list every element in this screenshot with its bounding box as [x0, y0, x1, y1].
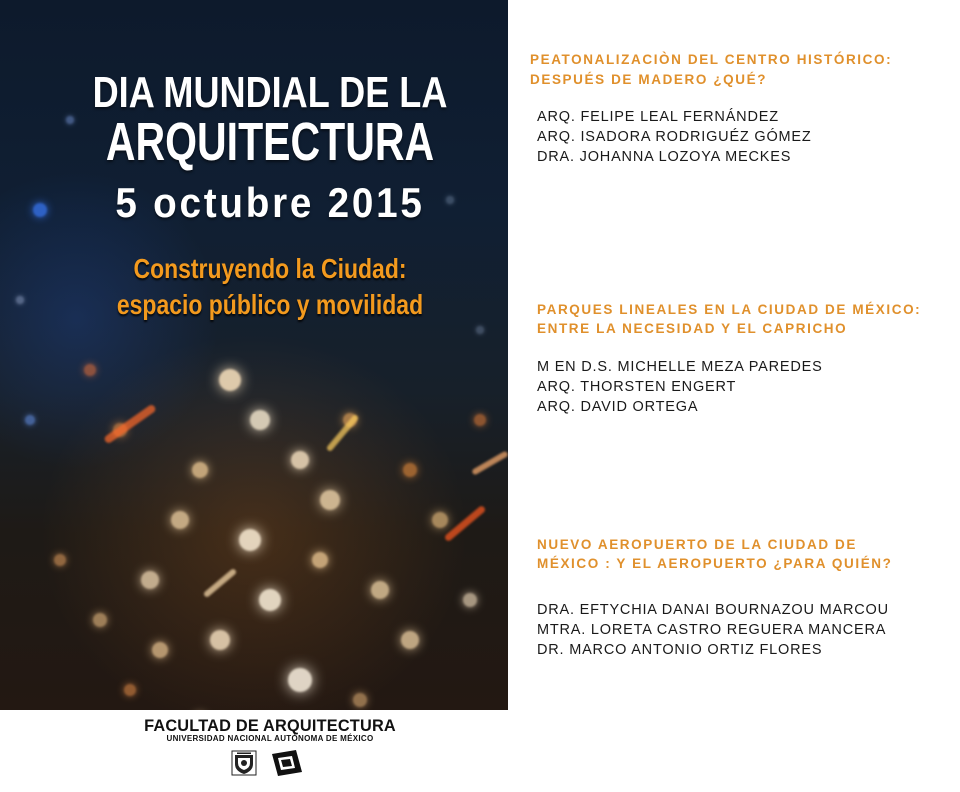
- section-3-speaker: DR. MARCO ANTONIO ORTIZ FLORES: [537, 642, 823, 658]
- bokeh-light: [320, 490, 340, 510]
- light-streak: [203, 568, 237, 598]
- bokeh-light: [16, 296, 24, 304]
- bokeh-light: [84, 364, 96, 376]
- bokeh-light: [141, 571, 159, 589]
- section-3-title-line1: NUEVO AEROPUERTO DE LA CIUDAD DE: [537, 537, 857, 552]
- bokeh-light: [476, 326, 484, 334]
- section-1-speaker: ARQ. ISADORA RODRIGUÉZ GÓMEZ: [537, 129, 812, 145]
- section-3-speaker: MTRA. LORETA CASTRO REGUERA MANCERA: [537, 622, 887, 638]
- section-3-speaker: DRA. EFTYCHIA DANAI BOURNAZOU MARCOU: [537, 602, 889, 618]
- bokeh-light: [210, 630, 230, 650]
- bokeh-light: [432, 512, 448, 528]
- bokeh-light: [353, 693, 367, 707]
- bokeh-light: [124, 684, 136, 696]
- section-3-title-line2: MÉXICO : Y EL AEROPUERTO ¿PARA QUIÉN?: [537, 556, 893, 571]
- section-1-title-line2: DESPUÉS DE MADERO ¿QUÉ?: [530, 72, 768, 87]
- bokeh-light: [239, 529, 261, 551]
- light-streak: [471, 450, 508, 475]
- bokeh-light: [93, 613, 107, 627]
- light-streak: [444, 505, 487, 543]
- bokeh-light: [250, 410, 270, 430]
- poster-subtitle-line1: Construyendo la Ciudad:: [133, 253, 407, 284]
- section-1-speaker: DRA. JOHANNA LOZOYA MECKES: [537, 149, 792, 165]
- bokeh-light: [403, 463, 417, 477]
- bokeh-light: [259, 589, 281, 611]
- section-1-title-line1: PEATONALIZACIÒN DEL CENTRO HISTÓRICO:: [530, 52, 893, 67]
- bokeh-light: [291, 451, 309, 469]
- section-2-title-line2: ENTRE LA NECESIDAD Y EL CAPRICHO: [537, 321, 848, 336]
- section-2-speaker: ARQ. DAVID ORTEGA: [537, 399, 699, 415]
- bokeh-light: [474, 414, 486, 426]
- bokeh-light: [463, 593, 477, 607]
- bokeh-light: [401, 631, 419, 649]
- bokeh-light: [371, 581, 389, 599]
- unam-crest-icon: [231, 750, 257, 776]
- bokeh-light: [152, 642, 168, 658]
- bokeh-light: [312, 552, 328, 568]
- university-name: UNIVERSIDAD NACIONAL AUTÓNOMA DE MÉXICO: [166, 734, 374, 743]
- poster-title-line2: ARQUITECTURA: [105, 112, 435, 172]
- poster-subtitle-line2: espacio público y movilidad: [116, 289, 424, 320]
- bokeh-light: [219, 369, 241, 391]
- event-poster: [0, 0, 508, 710]
- bokeh-light: [288, 668, 312, 692]
- bokeh-light: [54, 554, 66, 566]
- faculty-name: FACULTAD DE ARQUITECTURA: [144, 716, 396, 735]
- poster-date: 5 octubre 2015: [115, 179, 425, 226]
- facultad-arquitectura-logo-icon: [270, 748, 304, 778]
- section-2-speaker: M EN D.S. MICHELLE MEZA PAREDES: [537, 359, 823, 375]
- section-2-speaker: ARQ. THORSTEN ENGERT: [537, 379, 737, 395]
- section-2-title-line1: PARQUES LINEALES EN LA CIUDAD DE MÉXICO:: [537, 302, 922, 317]
- section-1-speaker: ARQ. FELIPE LEAL FERNÁNDEZ: [537, 109, 779, 125]
- bokeh-light: [192, 462, 208, 478]
- bokeh-light: [25, 415, 35, 425]
- light-streak: [103, 404, 157, 445]
- poster-footer: [0, 710, 508, 792]
- bokeh-light: [171, 511, 189, 529]
- poster-title-line1: DIA MUNDIAL DE LA: [92, 68, 448, 117]
